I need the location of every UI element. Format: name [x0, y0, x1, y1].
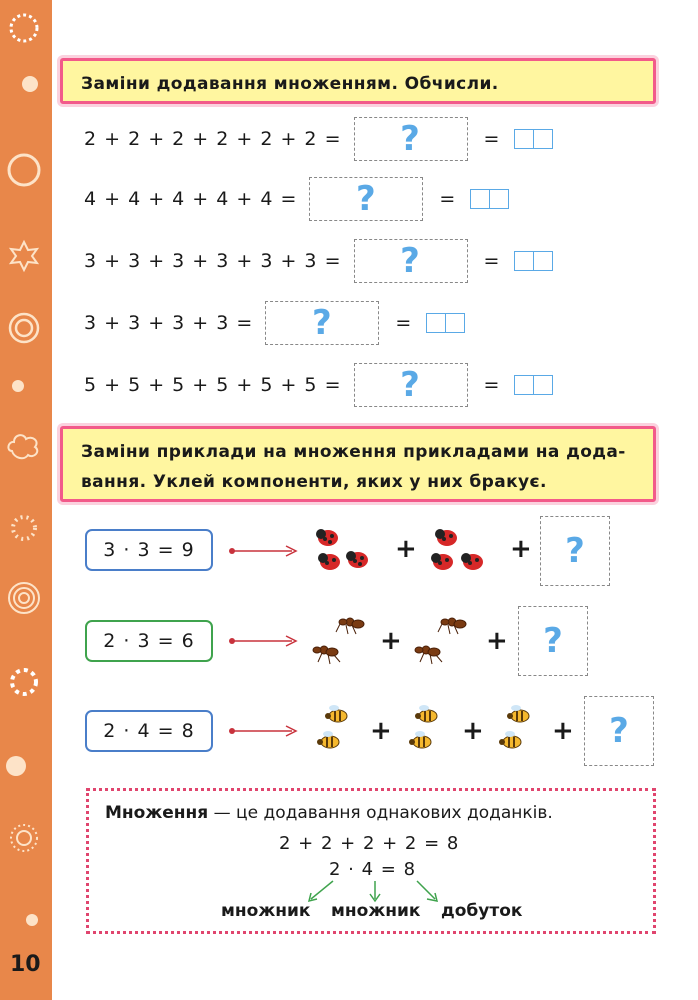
spiral-icon: [4, 578, 44, 618]
concentric-ring-icon: [4, 308, 44, 348]
dot-icon: [4, 746, 44, 786]
rule-box: [86, 788, 656, 934]
ring-icon: [4, 150, 44, 190]
dotted-ring-icon: [4, 662, 44, 702]
question-mark: ?: [400, 119, 421, 159]
rule-text: — це додавання однакових доданків.: [208, 803, 553, 823]
addition-row: [84, 238, 553, 284]
rule-term: Множення: [105, 803, 209, 823]
plus-sign: +: [552, 716, 574, 746]
equals-sign: =: [483, 250, 501, 272]
question-mark: ?: [609, 711, 629, 751]
equals-sign: =: [483, 374, 501, 396]
addition-row: [84, 300, 465, 346]
sticker-slot[interactable]: [584, 696, 654, 766]
answer-cells[interactable]: [426, 313, 465, 333]
plus-sign: +: [380, 626, 402, 656]
question-mark: ?: [565, 531, 585, 571]
addition-expression: 3 + 3 + 3 + 3 + 3 + 3 =: [84, 250, 342, 272]
label-product: добуток: [441, 901, 523, 921]
equals-sign: =: [439, 188, 457, 210]
ladybug-icon: [425, 524, 495, 580]
plus-sign: +: [370, 716, 392, 746]
arrow-right-icon: [228, 634, 300, 648]
multiplication-box: 2 · 4 = 8: [85, 710, 213, 752]
scalloped-edge: [44, 0, 58, 1000]
sticker-slot[interactable]: [518, 606, 588, 676]
rule-definition: [105, 803, 553, 823]
question-mark: ?: [311, 303, 333, 343]
answer-box[interactable]: [354, 239, 468, 283]
multiplication-box: 2 · 3 = 6: [85, 620, 213, 662]
plus-sign: +: [462, 716, 484, 746]
product-expression: 2 · 4 = 8: [329, 859, 417, 880]
arrow-right-icon: [228, 544, 300, 558]
ant-icon: [412, 612, 474, 668]
task2-title-line2: вання. Уклей компоненти, яких у них бракує.: [81, 472, 547, 492]
dotted-ring-icon: [4, 508, 44, 548]
equals-sign: =: [483, 128, 501, 150]
task1-banner: [60, 58, 656, 104]
dot-icon: [4, 64, 44, 104]
addition-expression: 3 + 3 + 3 + 3 =: [84, 312, 254, 334]
addition-row: [84, 176, 509, 222]
task2-title-line1: Заміни приклади на множення прикладами на дода-: [81, 442, 626, 462]
answer-cells[interactable]: [514, 375, 553, 395]
answer-box[interactable]: [354, 117, 468, 161]
bee-icon: [494, 700, 538, 760]
flower-outline-icon: [4, 236, 44, 276]
label-multiplier: множник: [221, 901, 311, 921]
addition-expression: 5 + 5 + 5 + 5 + 5 + 5 =: [84, 374, 342, 396]
answer-cells[interactable]: [470, 189, 509, 209]
bee-icon: [312, 700, 356, 760]
addition-expression: 4 + 4 + 4 + 4 + 4 =: [84, 188, 298, 210]
dot-icon: [4, 900, 44, 940]
equals-sign: =: [395, 312, 413, 334]
plus-sign: +: [510, 534, 532, 564]
addition-row: [84, 116, 553, 162]
multiplication-box: 3 · 3 = 9: [85, 529, 213, 571]
sun-outline-icon: [4, 818, 44, 858]
question-mark: ?: [400, 365, 421, 405]
sticker-slot[interactable]: [540, 516, 610, 586]
question-mark: ?: [400, 241, 421, 281]
plus-sign: +: [486, 626, 508, 656]
sum-expression: 2 + 2 + 2 + 2 = 8: [279, 833, 460, 854]
page-number: 10: [10, 952, 41, 977]
label-multiplier: множник: [331, 901, 421, 921]
answer-box[interactable]: [309, 177, 423, 221]
ladybug-icon: [310, 524, 380, 580]
cloud-outline-icon: [4, 425, 44, 465]
answer-box[interactable]: [265, 301, 379, 345]
arrow-right-icon: [228, 724, 300, 738]
answer-box[interactable]: [354, 363, 468, 407]
task2-banner: [60, 426, 656, 502]
answer-cells[interactable]: [514, 129, 553, 149]
dotted-ring-icon: [4, 8, 44, 48]
addition-row: [84, 362, 553, 408]
question-mark: ?: [356, 179, 377, 219]
answer-cells[interactable]: [514, 251, 553, 271]
addition-expression: 2 + 2 + 2 + 2 + 2 + 2 =: [84, 128, 342, 150]
bee-icon: [402, 700, 446, 760]
question-mark: ?: [543, 621, 563, 661]
ant-icon: [310, 612, 372, 668]
dot-icon: [4, 366, 44, 406]
task1-title: Заміни додавання множенням. Обчисли.: [81, 74, 499, 94]
plus-sign: +: [395, 534, 417, 564]
